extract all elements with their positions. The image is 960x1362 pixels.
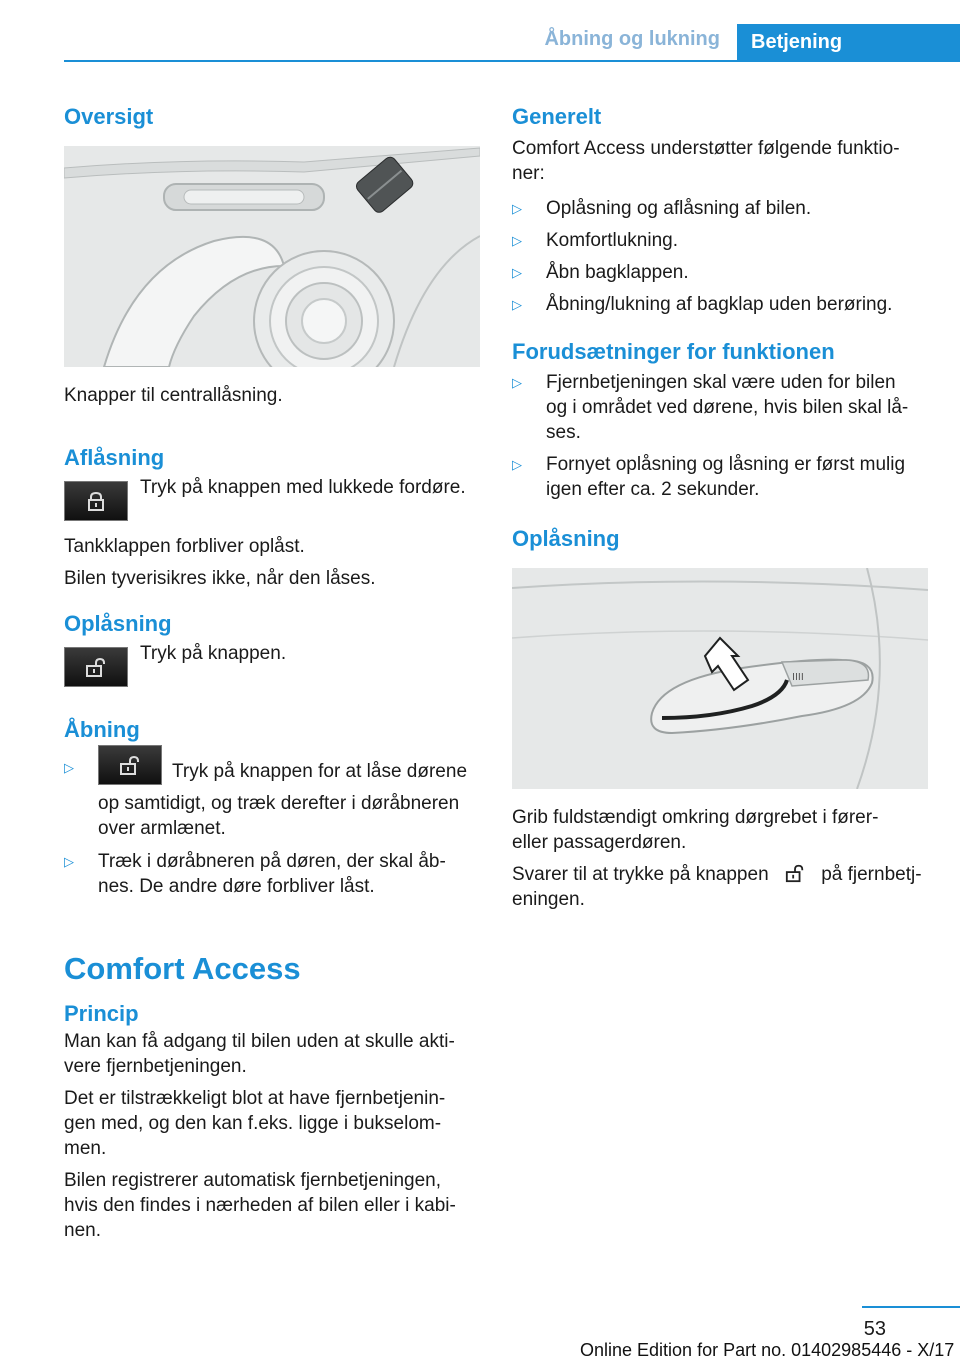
unlock-icon xyxy=(784,863,806,883)
section-title-princip: Princip xyxy=(64,1001,139,1026)
lock-icon xyxy=(85,490,107,512)
generelt-list-item xyxy=(512,228,928,253)
grib-line-1: Grib fuldstændigt omkring dørgrebet i fører- xyxy=(512,807,879,828)
svarer-paragraph xyxy=(512,862,928,912)
aflaasning-instruction: Tryk på knappen med lukkede fordøre. xyxy=(140,477,466,498)
generelt-item-text: Åbning/lukning af bagklap uden berøring. xyxy=(546,294,893,315)
left-column xyxy=(64,100,480,1243)
door-handle-drawing xyxy=(512,568,928,789)
oplaasning-instruction: Tryk på knappen. xyxy=(140,643,287,664)
svarer-line-2: eningen. xyxy=(512,889,585,910)
forud-item-2-line-1: Fornyet oplåsning og låsning er først mulig xyxy=(546,454,906,475)
section-title-aflaasning: Aflåsning xyxy=(64,445,165,470)
aabning-item-1-line-1: Tryk på knappen for at låse dørene xyxy=(172,761,468,782)
unlock-icon xyxy=(84,656,108,678)
header-rule xyxy=(64,60,960,62)
triangle-bullet-icon: ▷ xyxy=(64,760,74,775)
svarer-text-b: på fjernbetj- xyxy=(821,864,922,885)
generelt-intro-line-2: ner: xyxy=(512,163,545,184)
triangle-bullet-icon: ▷ xyxy=(512,297,522,312)
aabning-item-2-line-1: Træk i døråbneren på døren, der skal åb- xyxy=(98,851,446,872)
princip-p2-line-2: gen med, og den kan f.eks. ligge i bukselom- xyxy=(64,1113,442,1134)
generelt-list-item xyxy=(512,292,928,317)
generelt-list xyxy=(512,196,928,317)
princip-p3-line-2: hvis den findes i nærheden af bilen eller i kabi- xyxy=(64,1195,456,1216)
svarer-line-1 xyxy=(512,862,928,887)
forud-list-item-2 xyxy=(512,452,928,502)
door-panel-illustration xyxy=(64,146,480,367)
aflaasning-row xyxy=(64,479,480,529)
section-title-oplaasning-right: Oplåsning xyxy=(512,526,620,551)
forud-item-2-line-2: igen efter ca. 2 sekunder. xyxy=(546,479,760,500)
generelt-item-text: Åbn bagklappen. xyxy=(546,262,689,283)
princip-p3-line-1: Bilen registrerer automatisk fjernbetjeningen, xyxy=(64,1170,442,1191)
princip-paragraph-2 xyxy=(64,1086,480,1161)
unlock-button-image-small xyxy=(98,745,162,785)
lock-button-image xyxy=(64,481,128,521)
princip-p2-line-1: Det er tilstrækkeligt blot at have fjernbetjenin- xyxy=(64,1088,446,1109)
triangle-bullet-icon: ▷ xyxy=(64,854,74,869)
aflaasning-note-1: Tankklappen forbliver oplåst. xyxy=(64,536,305,557)
footer-rule xyxy=(862,1306,960,1308)
forud-item-1-line-3: ses. xyxy=(546,422,581,443)
triangle-bullet-icon: ▷ xyxy=(512,233,522,248)
grib-line-2: eller passagerdøren. xyxy=(512,832,687,853)
door-panel-drawing xyxy=(64,146,480,367)
triangle-bullet-icon: ▷ xyxy=(512,265,522,280)
princip-p3-line-3: nen. xyxy=(64,1220,101,1241)
unlock-button-image xyxy=(64,647,128,687)
triangle-bullet-icon: ▷ xyxy=(512,375,522,390)
generelt-list-item xyxy=(512,260,928,285)
princip-p1-line-2: vere fjernbetjeningen. xyxy=(64,1056,247,1077)
chapter-title-comfort-access: Comfort Access xyxy=(64,951,301,986)
aabning-item-1-line-3: over armlænet. xyxy=(98,818,226,839)
oversigt-caption: Knapper til centrallåsning. xyxy=(64,385,283,406)
generelt-item-text: Oplåsning og aflåsning af bilen. xyxy=(546,198,812,219)
right-column xyxy=(512,100,928,912)
generelt-item-text: Komfortlukning. xyxy=(546,230,679,251)
triangle-bullet-icon: ▷ xyxy=(512,201,522,216)
aflaasning-note-2: Bilen tyverisikres ikke, når den låses. xyxy=(64,568,376,589)
princip-paragraph-3 xyxy=(64,1168,480,1243)
princip-p2-line-3: men. xyxy=(64,1138,107,1159)
header-tab: Betjening xyxy=(737,24,960,62)
forud-item-1-line-1: Fjernbetjeningen skal være uden for bilen xyxy=(546,372,896,393)
generelt-list-item xyxy=(512,196,928,221)
aabning-list-item-1 xyxy=(64,755,480,841)
generelt-intro xyxy=(512,136,928,186)
section-title-oplaasning: Oplåsning xyxy=(64,611,172,636)
forud-list-item-1 xyxy=(512,370,928,445)
grib-paragraph xyxy=(512,805,928,855)
header-section-title: Åbning og lukning xyxy=(544,28,720,50)
section-title-oversigt: Oversigt xyxy=(64,104,154,129)
section-title-forudsaetninger: Forudsætninger for funktionen xyxy=(512,339,835,364)
door-handle-illustration xyxy=(512,568,928,789)
section-title-generelt: Generelt xyxy=(512,104,602,129)
aabning-item-2-line-2: nes. De andre døre forbliver låst. xyxy=(98,876,375,897)
page-number: 53 xyxy=(863,1318,886,1340)
svarer-text-a: Svarer til at trykke på knappen xyxy=(512,864,769,885)
unlock-icon xyxy=(118,754,142,776)
forud-item-1-line-2: og i området ved dørene, hvis bilen skal lå- xyxy=(546,397,909,418)
generelt-intro-line-1: Comfort Access understøtter følgende funktio- xyxy=(512,138,900,159)
aabning-list-item-2 xyxy=(64,849,480,899)
oplaasning-row xyxy=(64,645,480,695)
princip-paragraph-1 xyxy=(64,1029,480,1079)
footer-edition: Online Edition for Part no. 01402985446 - X/17 xyxy=(580,1340,955,1360)
princip-p1-line-1: Man kan få adgang til bilen uden at skulle akti- xyxy=(64,1031,455,1052)
handle-grip-marks: IIII xyxy=(792,672,804,683)
aabning-item-1-line-2: op samtidigt, og træk derefter i døråbneren xyxy=(98,793,460,814)
triangle-bullet-icon: ▷ xyxy=(512,457,522,472)
section-title-aabning: Åbning xyxy=(64,717,140,742)
